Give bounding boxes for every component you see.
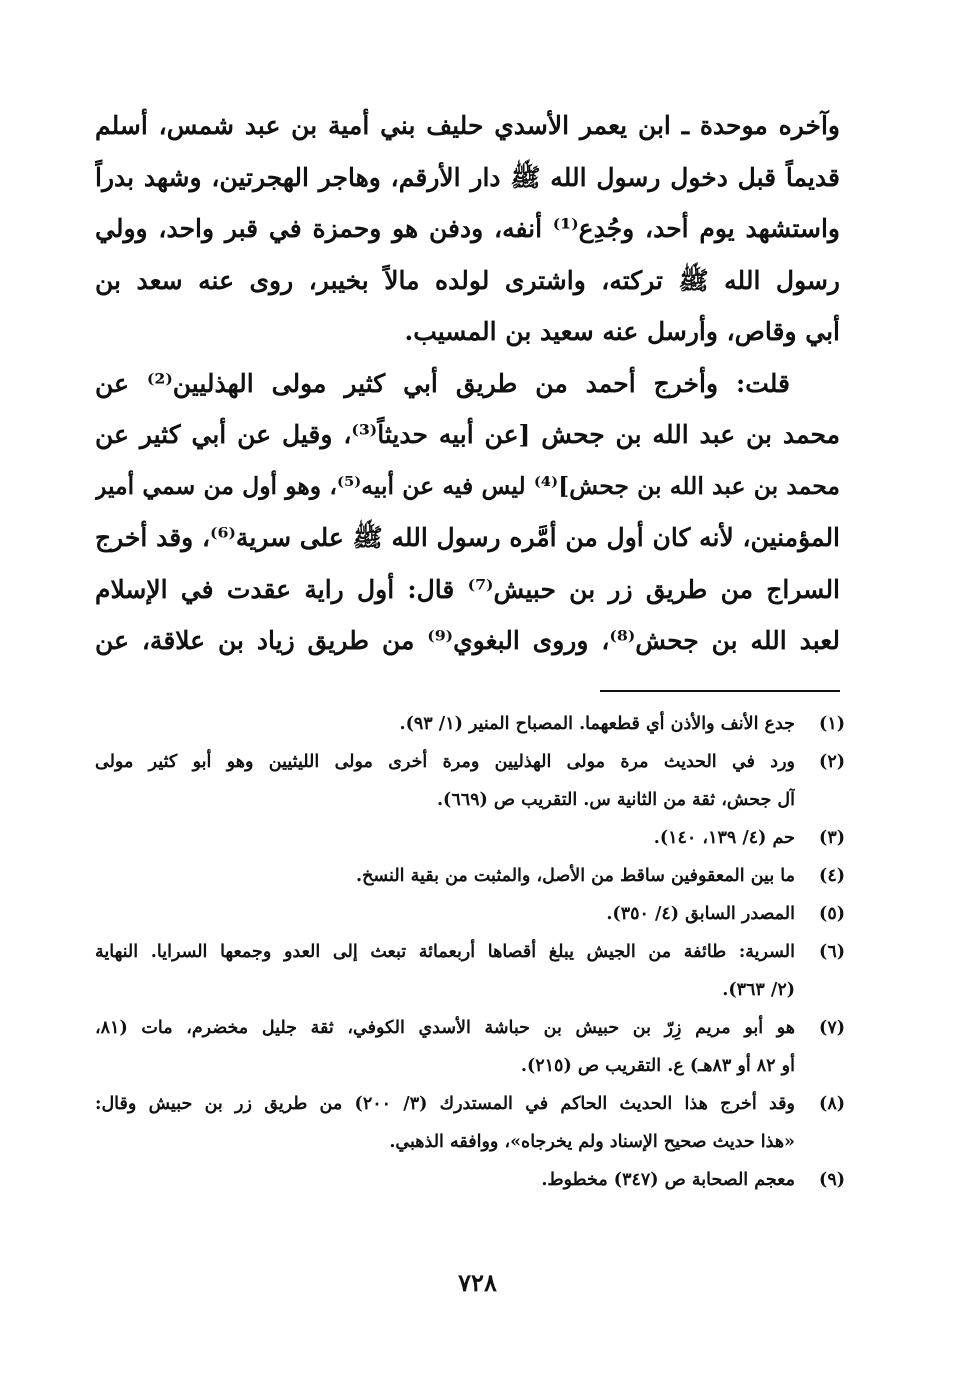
footnote-text: وقد أخرج هذا الحديث الحاكم في المستدرك (٣/ ٢٠٠) من طريق زر بن حبيش وقال: <box>95 1094 795 1114</box>
main-text-block <box>95 100 840 667</box>
footnote-text: ما بين المعقوفين ساقط من الأصل، والمثبت من بقية النسخ. <box>356 866 795 886</box>
footnote-text: أو ٨٢ أو ٨٣هـ) ع. التقريب ص (٢١٥). <box>520 1056 795 1076</box>
page-number: ٧٢٨ <box>458 1268 497 1297</box>
footnote-number: (٧) <box>819 1018 845 1038</box>
footnote-text: ورد في الحديث مرة مولى الهذليين ومرة أخرى مولى الليثيين وهو أبو كثير مولى <box>95 752 795 772</box>
footnote-text: معجم الصحابة ص (٣٤٧) مخطوط. <box>541 1170 795 1190</box>
main-text-line: أبي وقاص، وأرسل عنه سعيد بن المسيب. <box>404 317 840 346</box>
footnote-8 <box>95 1085 845 1161</box>
footnote-2 <box>95 743 845 819</box>
footnote-7 <box>95 1009 845 1085</box>
footnote-number: (٨) <box>819 1094 845 1114</box>
footnote-number: (٩) <box>819 1170 845 1190</box>
footnote-number: (٦) <box>819 942 845 962</box>
main-text-line: محمد بن عبد الله بن جحش]⁽⁴⁾ ليس فيه عن أبيه⁽⁵⁾، وهو أول من سمي أمير <box>95 471 840 500</box>
main-text-line: المؤمنين، لأنه كان أول من أمَّره رسول الله ﷺ على سرية⁽⁶⁾، وقد أخرج <box>95 523 840 552</box>
main-text-line: رسول الله ﷺ تركته، واشترى لولده مالاً بخيبر، روى عنه سعد بن <box>95 265 840 295</box>
footnote-1 <box>95 705 845 743</box>
footnote-text: هو أبو مريم زِرّ بن حبيش بن حباشة الأسدي الكوفي، ثقة جليل مخضرم، مات (٨١، <box>95 1018 795 1038</box>
footnote-text: السرية: طائفة من الجيش يبلغ أقصاها أربعمائة تبعث إلى العدو وجمعها السرايا. النهاية <box>95 942 795 962</box>
main-text-line: قلت: وأخرج أحمد من طريق أبي كثير مولى الهذليين⁽²⁾ عن <box>95 368 790 398</box>
footnote-number: (١) <box>819 714 845 734</box>
footnote-number: (٥) <box>819 904 845 924</box>
footnote-text: حم (٤/ ١٣٩، ١٤٠). <box>653 828 795 848</box>
main-text-line: محمد بن عبد الله بن جحش [عن أبيه حديثاً⁽³⁾، وقيل عن أبي كثير عن <box>95 420 840 449</box>
footnote-number: (٣) <box>819 828 845 848</box>
footnote-3 <box>95 819 845 857</box>
footnote-5 <box>95 895 845 933</box>
footnote-text: المصدر السابق (٤/ ٣٥٠). <box>606 904 795 924</box>
main-text-line: وآخره موحدة ـ ابن يعمر الأسدي حليف بني أمية بن عبد شمس، أسلم <box>95 111 840 140</box>
main-text-line: لعبد الله بن جحش⁽⁸⁾، وروى البغوي⁽⁹⁾ من طريق زياد بن علاقة، عن <box>95 626 840 655</box>
footnote-number: (٤) <box>819 866 845 886</box>
main-text-line: السراج من طريق زر بن حبيش⁽⁷⁾ قال: أول راية عقدت في الإسلام <box>95 574 840 604</box>
footnote-divider <box>600 690 840 692</box>
footnote-text: (٢/ ٣٦٣). <box>722 980 795 1000</box>
footnote-4 <box>95 857 845 895</box>
main-text-line: قديماً قبل دخول رسول الله ﷺ دار الأرقم، وهاجر الهجرتين، وشهد بدراً <box>95 162 840 192</box>
main-text-line: واستشهد يوم أحد، وجُدِع⁽¹⁾ أنفه، ودفن هو وحمزة في قبر واحد، وولي <box>95 214 840 243</box>
footnote-number: (٢) <box>819 752 845 772</box>
footnote-9 <box>95 1161 845 1199</box>
footnote-text: «هذا حديث صحيح الإسناد ولم يخرجاه»، ووافقه الذهبي. <box>389 1132 795 1152</box>
footnote-6 <box>95 933 845 1009</box>
footnotes-section <box>95 705 845 1199</box>
footnote-text: آل جحش، ثقة من الثانية س. التقريب ص (٦٦٩). <box>436 790 795 810</box>
footnote-text: جدع الأنف والأذن أي قطعهما. المصباح المنير (١/ ٩٣). <box>399 714 795 734</box>
